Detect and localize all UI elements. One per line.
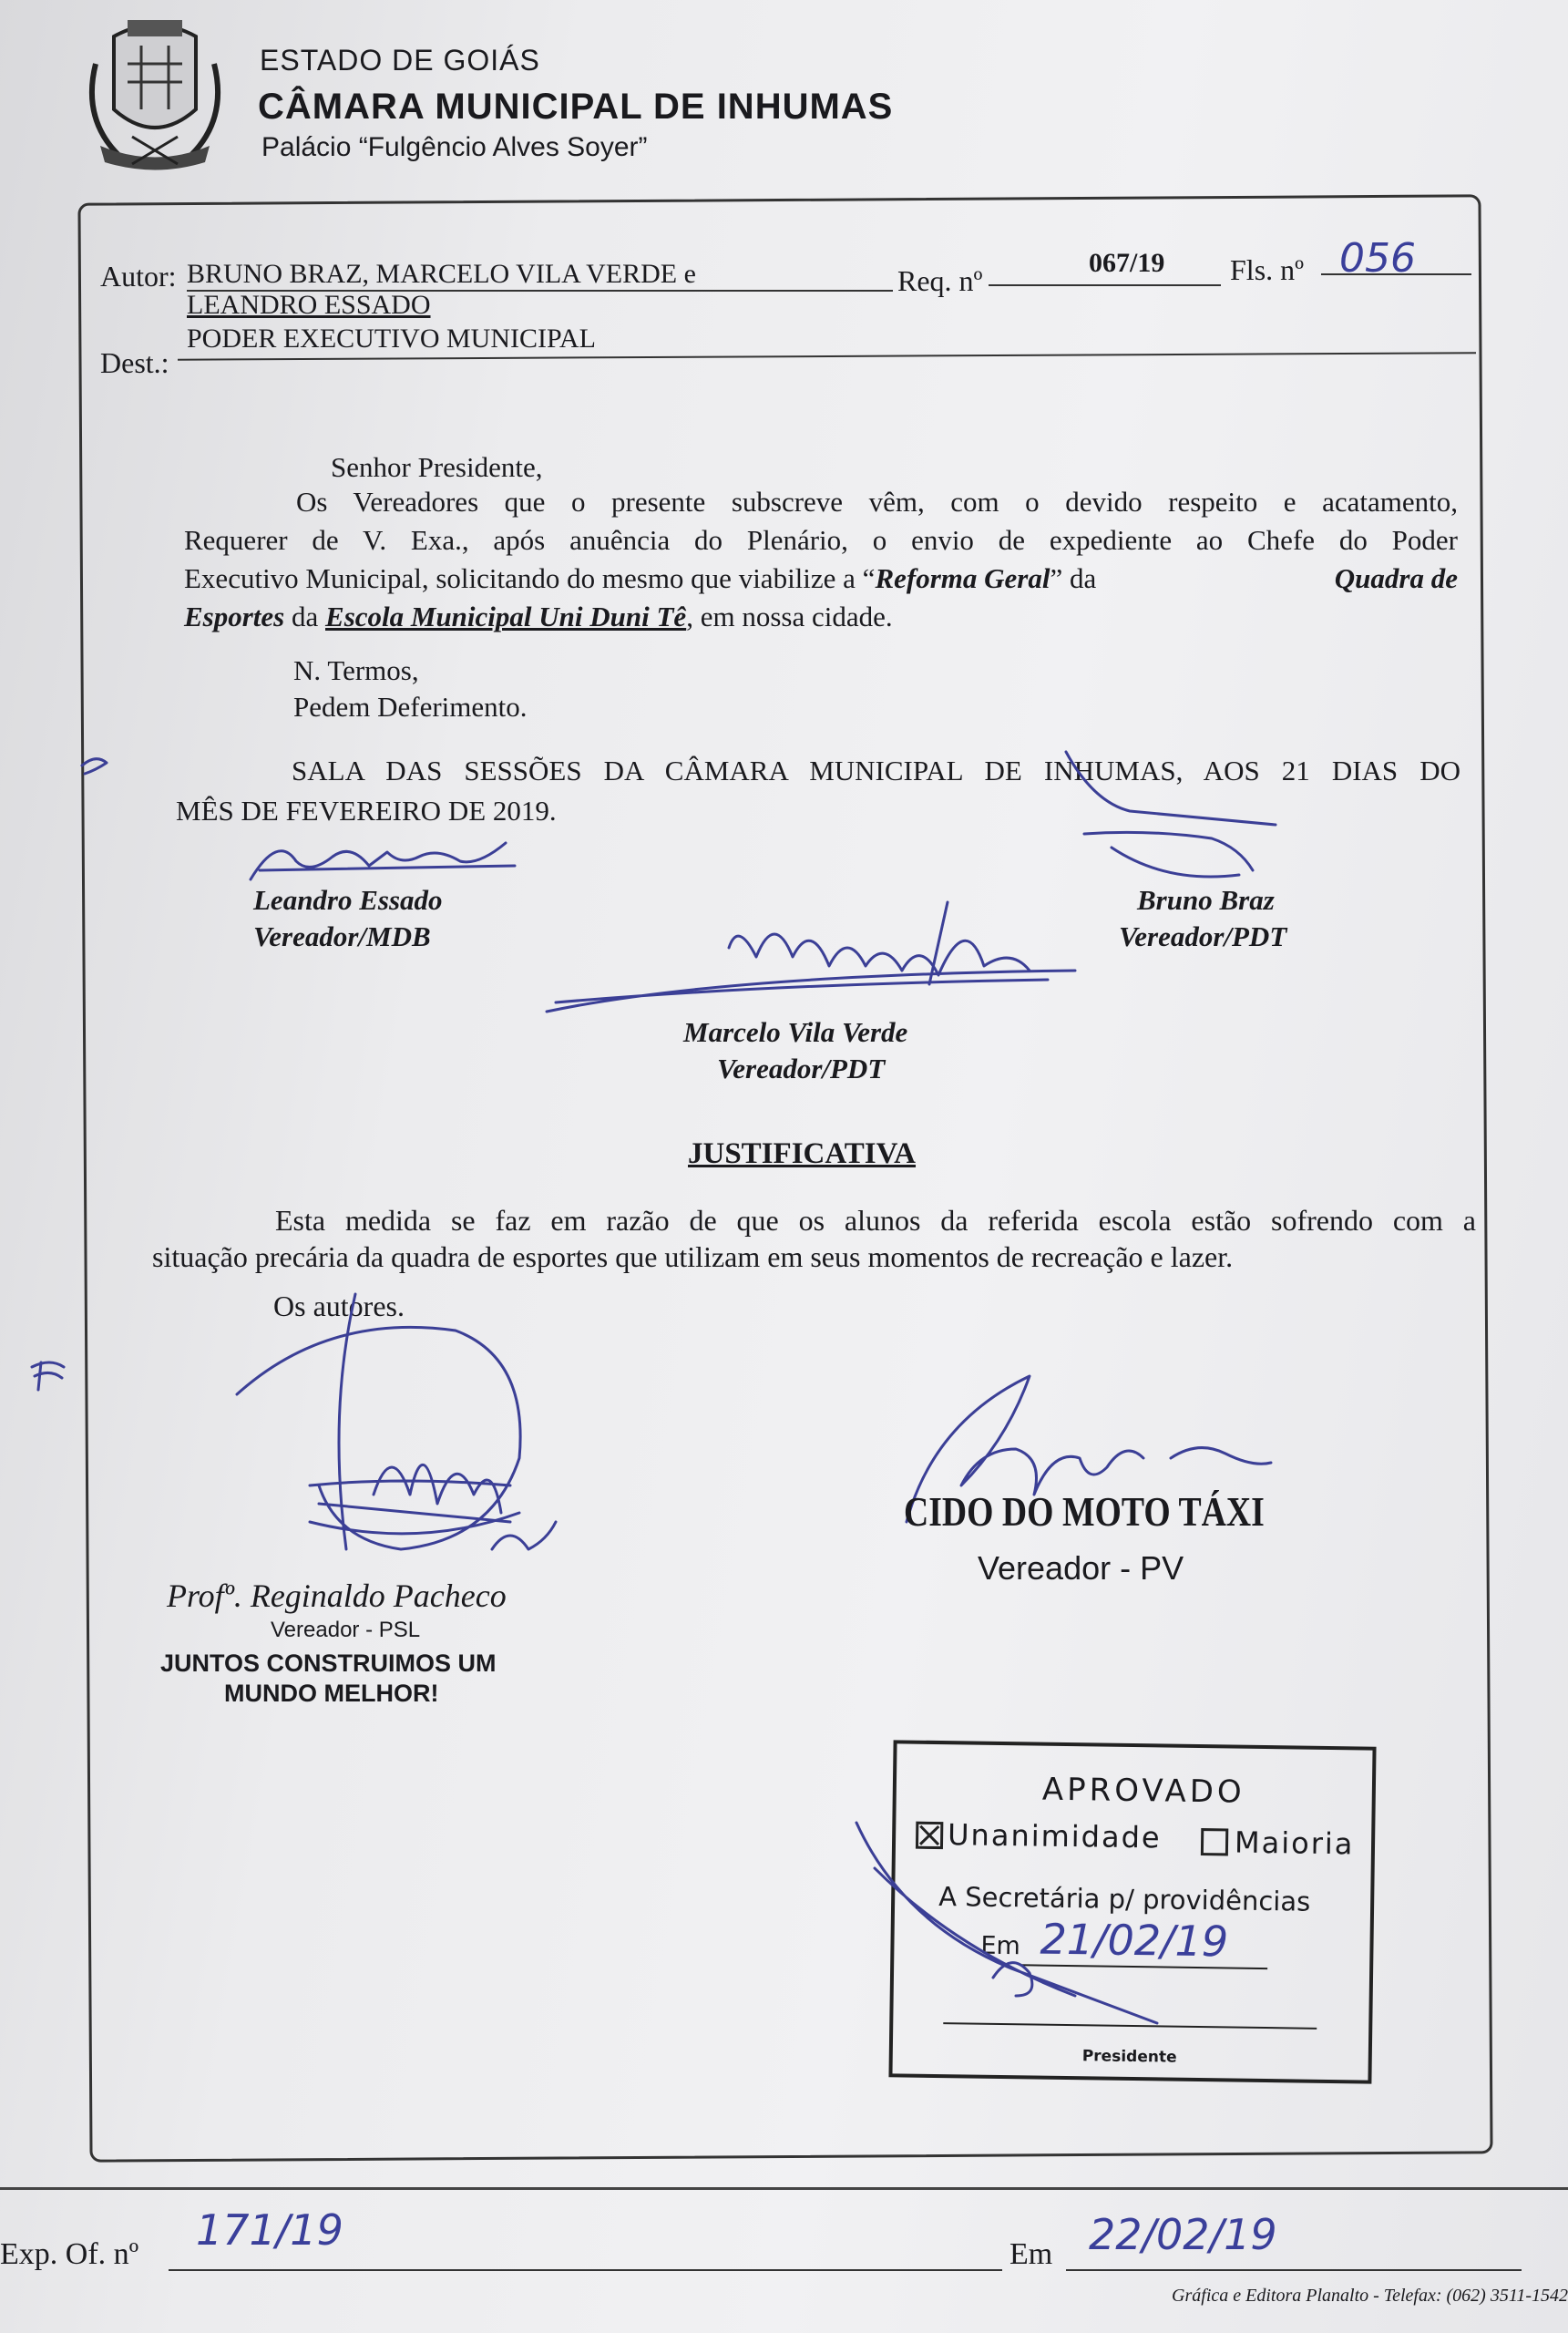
reginaldo-name: Profº. Reginaldo Pacheco <box>167 1578 507 1614</box>
exp-value: 171/19 <box>196 2205 343 2255</box>
request-reforma-geral: Reforma Geral <box>875 562 1050 594</box>
request-esportes: Esportes <box>184 601 285 632</box>
footer-date: 22/02/19 <box>1089 2210 1277 2259</box>
author-label: Autor: <box>100 260 177 293</box>
header-chamber-name: CÂMARA MUNICIPAL DE INHUMAS <box>258 87 894 127</box>
signer-leandro-name: Leandro Essado <box>253 884 443 916</box>
signer-marcelo-name: Marcelo Vila Verde <box>683 1016 908 1048</box>
exp-underline <box>169 2269 1002 2271</box>
municipal-crest-icon <box>77 9 232 178</box>
majority-label: Maioria <box>1234 1824 1355 1862</box>
req-value: 067/19 <box>1089 248 1165 278</box>
margin-mark-icon <box>77 752 114 779</box>
session-line-1: SALA DAS SESSÕES DA CÂMARA MUNICIPAL DE INHUMAS, AOS 21 DIAS DO <box>292 755 1460 786</box>
president-label: Presidente <box>1081 2047 1177 2067</box>
dest-value: PODER EXECUTIVO MUNICIPAL <box>187 324 596 354</box>
request-line-4-b: da <box>284 601 326 632</box>
req-underline <box>989 284 1221 286</box>
author-value-line1: BRUNO BRAZ, MARCELO VILA VERDE e <box>187 259 696 289</box>
footer-date-underline <box>1066 2269 1522 2271</box>
approval-date: 21/02/19 <box>1040 1914 1229 1967</box>
signer-leandro-role: Vereador/MDB <box>253 920 431 952</box>
justification-heading: JUSTIFICATIVA <box>688 1137 917 1170</box>
header-state: ESTADO DE GOIÁS <box>260 44 540 77</box>
request-line-3 <box>184 560 1458 597</box>
justification-line-2: situação precária da quadra de esportes que utilizam em seus momentos de recreação e lazer. <box>152 1240 1234 1273</box>
signature-reginaldo-icon <box>219 1276 565 1604</box>
closing-deferimento: Pedem Deferimento. <box>293 691 528 723</box>
request-line-2: Requerer de V. Exa., após anuência do Plenário, o envio de expediente ao Chefe do Poder <box>184 524 1458 556</box>
signature-marcelo-icon <box>538 893 1084 1021</box>
signature-bruno-icon <box>1057 747 1294 884</box>
signature-president-icon <box>847 1814 1212 2041</box>
signer-bruno-name: Bruno Braz <box>1137 884 1275 916</box>
approval-title: APROVADO <box>1041 1771 1245 1811</box>
reginaldo-slogan-1: JUNTOS CONSTRUIMOS UM <box>160 1650 497 1677</box>
justification-line-1: Esta medida se faz em razão de que os alunos da referida escola estão sofrendo com a <box>275 1204 1476 1237</box>
printer-credit: Gráfica e Editora Planalto - Telefax: (062) 3511-1542 <box>1172 2286 1568 2306</box>
cido-name: CIDO DO MOTO TÁXI <box>904 1488 1265 1535</box>
request-line-3-c: ” da <box>1050 562 1097 594</box>
unanimity-label: Unanimidade <box>947 1817 1162 1855</box>
session-line-2: MÊS DE FEVEREIRO DE 2019. <box>176 795 557 827</box>
request-quadra-de: Quadra de <box>1334 562 1458 594</box>
request-school-name: Escola Municipal Uni Duni Tê <box>325 601 687 632</box>
secretary-text: A Secretária p/ providências <box>938 1881 1311 1917</box>
signer-bruno-role: Vereador/PDT <box>1119 920 1287 952</box>
request-line-4 <box>184 598 893 635</box>
signer-marcelo-role: Vereador/PDT <box>717 1053 886 1084</box>
cido-role: Vereador - PV <box>978 1549 1184 1587</box>
fls-label: Fls. nº <box>1230 253 1305 286</box>
req-label: Req. nº <box>897 264 983 297</box>
fls-underline <box>1321 273 1471 275</box>
footer-divider <box>0 2187 1568 2190</box>
header-palace: Palácio “Fulgêncio Alves Soyer” <box>261 132 648 162</box>
request-line-3-a: Executivo Municipal, solicitando do mesmo que viabilize a “ <box>184 562 876 594</box>
footer-em-label: Em <box>1009 2237 1053 2271</box>
reginaldo-role: Vereador - PSL <box>271 1618 421 1642</box>
reginaldo-slogan-2: MUNDO MELHOR! <box>224 1680 439 1707</box>
margin-mark-icon <box>27 1358 73 1394</box>
fls-value: 056 <box>1339 235 1416 282</box>
authors-signoff: Os autores. <box>273 1290 405 1322</box>
closing-termos: N. Termos, <box>293 654 419 686</box>
dest-label: Dest.: <box>100 346 169 379</box>
signature-leandro-icon <box>241 825 533 889</box>
approval-em-label: Em <box>980 1931 1021 1961</box>
request-line-1: Os Vereadores que o presente subscreve vêm, com o devido respeito e acatamento, <box>296 486 1458 518</box>
request-line-4-d: , em nossa cidade. <box>686 601 893 632</box>
salutation: Senhor Presidente, <box>331 451 543 483</box>
author-value-line2: LEANDRO ESSADO <box>187 290 431 320</box>
exp-label: Exp. Of. nº <box>0 2237 139 2271</box>
